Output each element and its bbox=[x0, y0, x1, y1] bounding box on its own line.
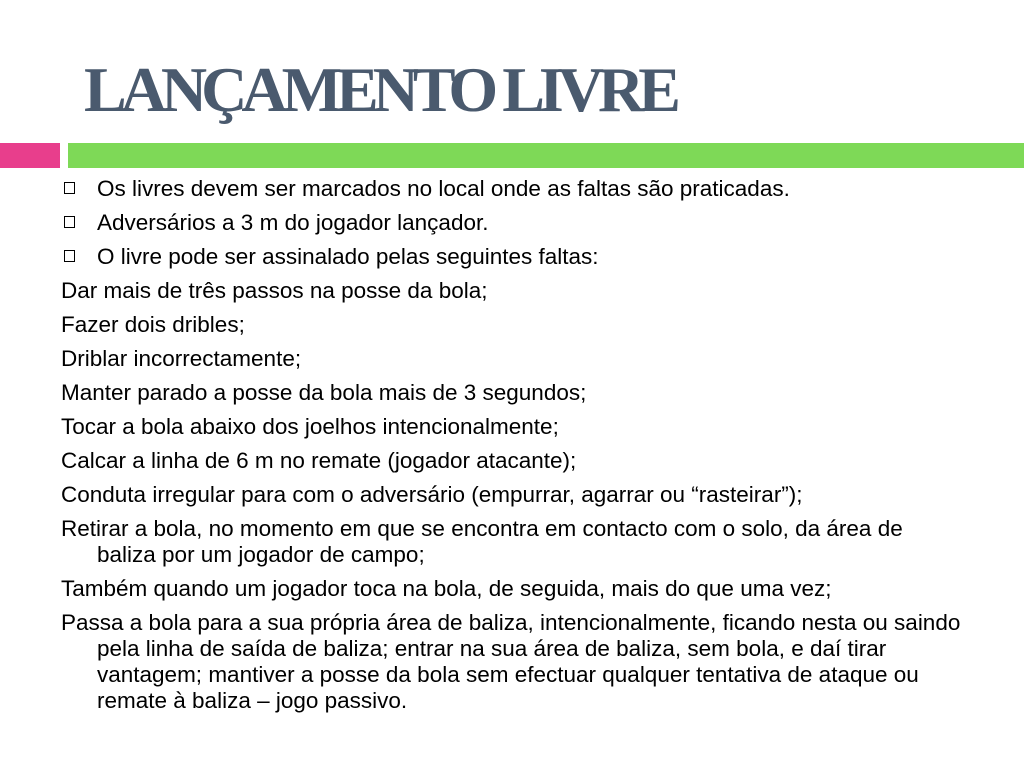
bullet-text: O livre pode ser assinalado pelas seguintes faltas: bbox=[97, 244, 599, 269]
foul-item: Manter parado a posse da bola mais de 3 segundos; bbox=[61, 380, 587, 405]
accent-bar-green bbox=[68, 143, 1024, 168]
bullet-item bbox=[61, 210, 961, 236]
square-bullet-icon bbox=[64, 250, 75, 262]
accent-bar-pink bbox=[0, 143, 60, 168]
square-bullet-icon bbox=[64, 216, 75, 228]
foul-item: Driblar incorrectamente; bbox=[61, 346, 302, 371]
foul-item: Passa a bola para a sua própria área de baliza, intencionalmente, ficando nesta ou saindo pela linha de saída de baliza; entrar na sua área de baliza, sem bola, e daí tirar vantagem; mantiver a posse da bola sem efectuar qualquer tentativa de ataque ou remate à baliza – jogo passivo. bbox=[61, 610, 961, 713]
bullet-text: Adversários a 3 m do jogador lançador. bbox=[97, 210, 489, 235]
bullet-item bbox=[61, 244, 961, 270]
bullet-text: Os livres devem ser marcados no local onde as faltas são praticadas. bbox=[97, 176, 790, 201]
foul-item: Retirar a bola, no momento em que se encontra em contacto com o solo, da área de baliza por um jogador de campo; bbox=[61, 516, 903, 567]
foul-item: Calcar a linha de 6 m no remate (jogador atacante); bbox=[61, 448, 577, 473]
foul-item: Também quando um jogador toca na bola, de seguida, mais do que uma vez; bbox=[61, 576, 832, 601]
slide-content bbox=[61, 176, 961, 722]
foul-item: Dar mais de três passos na posse da bola; bbox=[61, 278, 488, 303]
foul-item: Tocar a bola abaixo dos joelhos intencionalmente; bbox=[61, 414, 559, 439]
slide-title: LANÇAMENTO LIVRE bbox=[84, 54, 675, 125]
foul-item: Conduta irregular para com o adversário (empurrar, agarrar ou “rasteirar”); bbox=[61, 482, 803, 507]
bullet-item bbox=[61, 176, 961, 202]
square-bullet-icon bbox=[64, 182, 75, 194]
foul-item: Fazer dois dribles; bbox=[61, 312, 245, 337]
